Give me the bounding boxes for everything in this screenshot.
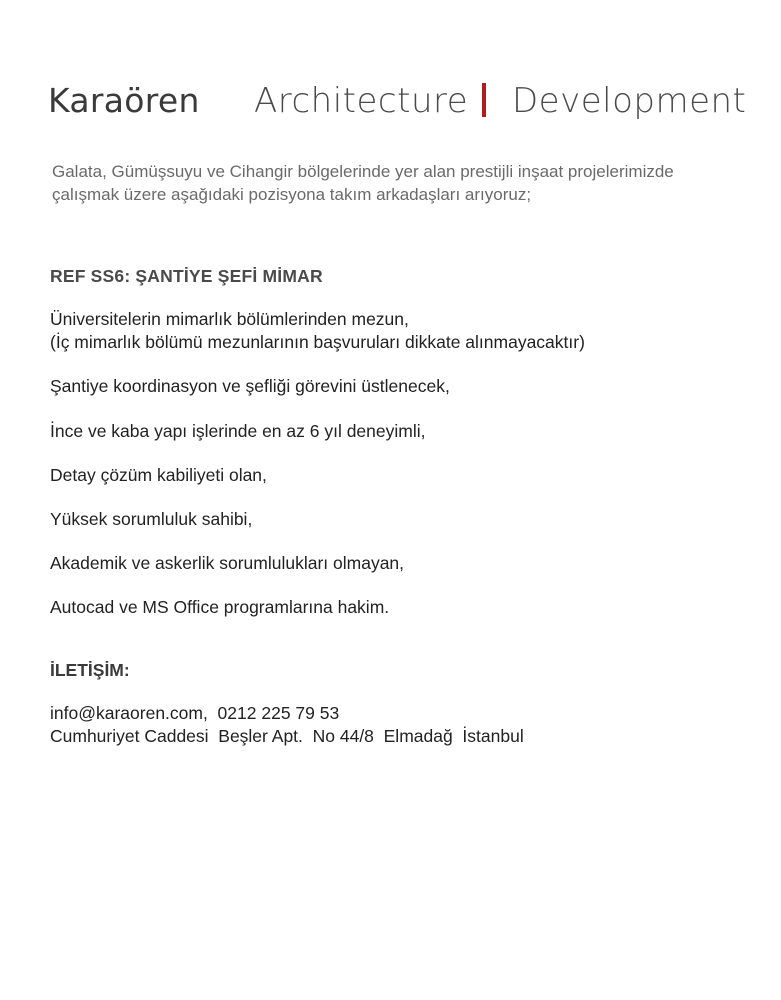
requirement-item: Autocad ve MS Office programlarına hakim. [50, 597, 390, 617]
requirement-item: Üniversitelerin mimarlık bölümlerinden mezun, [50, 309, 409, 329]
header-divider [482, 83, 486, 117]
tagline-development: Development [512, 81, 747, 121]
contact-heading: İLETİŞİM: [50, 660, 130, 680]
intro-line: çalışmak üzere aşağıdaki pozisyona takım arkadaşları arıyoruz; [52, 185, 532, 204]
position-title: REF SS6: ŞANTİYE ŞEFİ MİMAR [50, 266, 323, 286]
requirement-item: Yüksek sorumluluk sahibi, [50, 509, 253, 529]
intro-paragraph [52, 160, 752, 206]
header [48, 78, 748, 128]
requirement-item: Akademik ve askerlik sorumlulukları olmayan, [50, 553, 405, 573]
requirement-item: (İç mimarlık bölümü mezunlarının başvuruları dikkate alınmayacaktır) [50, 332, 585, 352]
brand-logo: Karaören [48, 81, 200, 120]
contact-email-phone: info@karaoren.com, 0212 225 79 53 [50, 703, 340, 723]
requirement-item: Detay çözüm kabiliyeti olan, [50, 465, 267, 485]
contact-address: Cumhuriyet Caddesi Beşler Apt. No 44/8 Elmadağ İstanbul [50, 726, 524, 746]
intro-line: Galata, Gümüşsuyu ve Cihangir bölgelerinde yer alan prestijli inşaat projelerimizde [52, 162, 674, 181]
requirement-item: İnce ve kaba yapı işlerinde en az 6 yıl deneyimli, [50, 421, 426, 441]
requirement-item: Şantiye koordinasyon ve şefliği görevini üstlenecek, [50, 376, 450, 396]
tagline-architecture: Architecture [254, 81, 469, 121]
